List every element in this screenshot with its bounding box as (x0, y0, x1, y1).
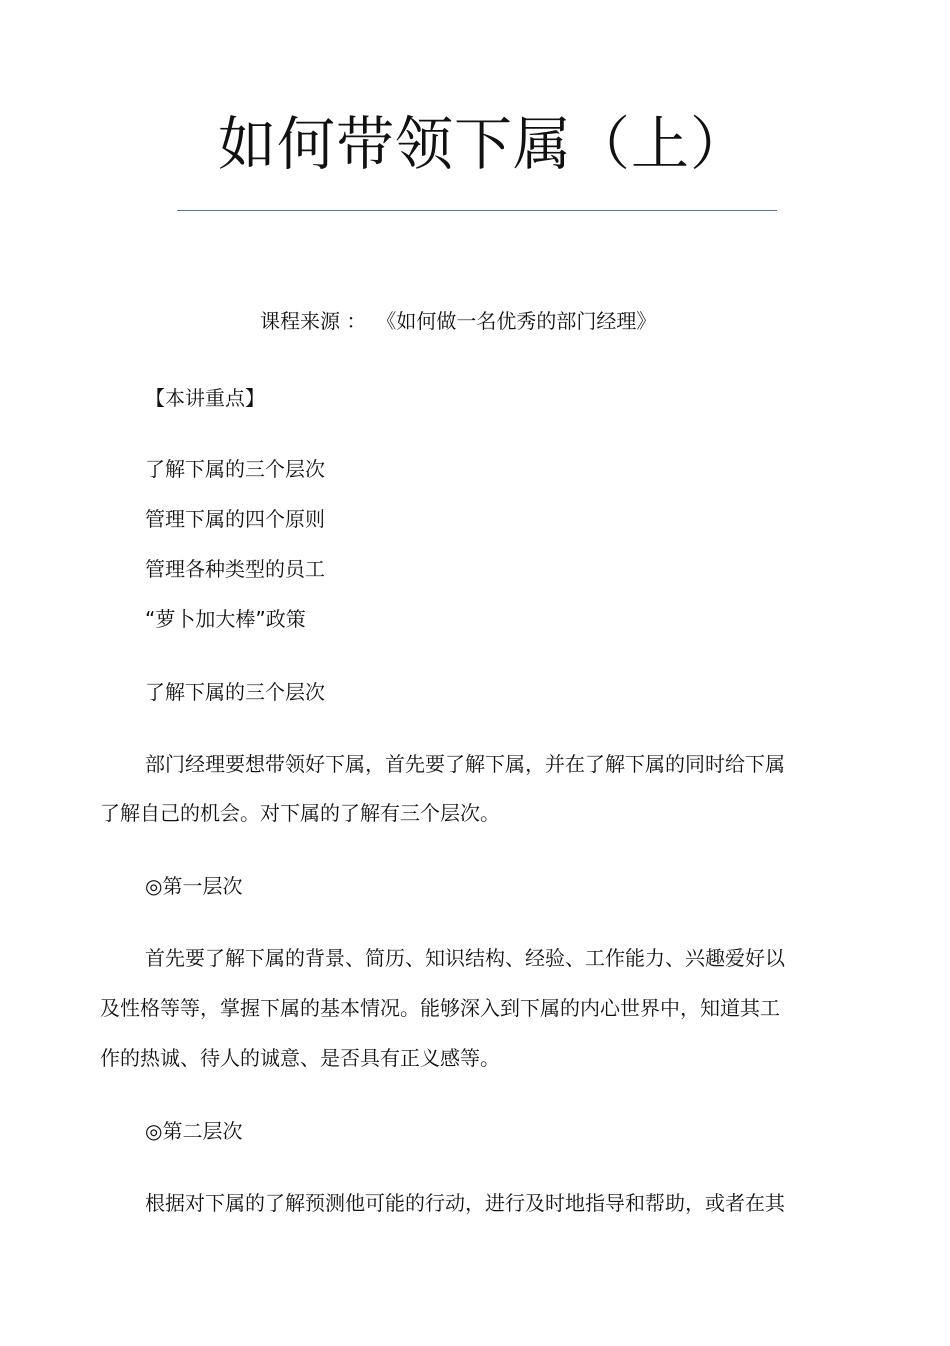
level-heading: ◎第二层次 (145, 1119, 243, 1143)
paragraph-line: 首先要了解下属的背景、简历、知识结构、经验、工作能力、兴趣爱好以 (145, 946, 785, 970)
source-value: 《如何做一名优秀的部门经理》 (376, 309, 657, 333)
key-point-item: 管理各种类型的员工 (145, 557, 325, 581)
key-point-item: 管理下属的四个原则 (145, 507, 325, 531)
key-point-item: “萝卜加大棒”政策 (145, 607, 306, 631)
section-heading: 了解下属的三个层次 (145, 680, 325, 704)
paragraph-line: 及性格等等，掌握下属的基本情况。能够深入到下属的内心世界中，知道其工 (100, 996, 780, 1020)
paragraph-line: 了解自己的机会。对下属的了解有三个层次。 (100, 801, 500, 825)
course-source (260, 306, 656, 336)
paragraph-line: 部门经理要想带领好下属，首先要了解下属，并在了解下属的同时给下属 (145, 752, 785, 776)
key-point-item: 了解下属的三个层次 (145, 457, 325, 481)
paragraph-line: 作的热诚、待人的诚意、是否具有正义感等。 (100, 1046, 500, 1070)
level-heading: ◎第一层次 (145, 874, 243, 898)
page-title: 如何带领下属（上） (218, 110, 750, 178)
key-points-heading: 【本讲重点】 (145, 386, 265, 410)
paragraph-line: 根据对下属的了解预测他可能的行动，进行及时地指导和帮助，或者在其 (145, 1191, 785, 1215)
title-divider (177, 210, 777, 211)
source-label: 课程来源 ： (260, 309, 367, 333)
